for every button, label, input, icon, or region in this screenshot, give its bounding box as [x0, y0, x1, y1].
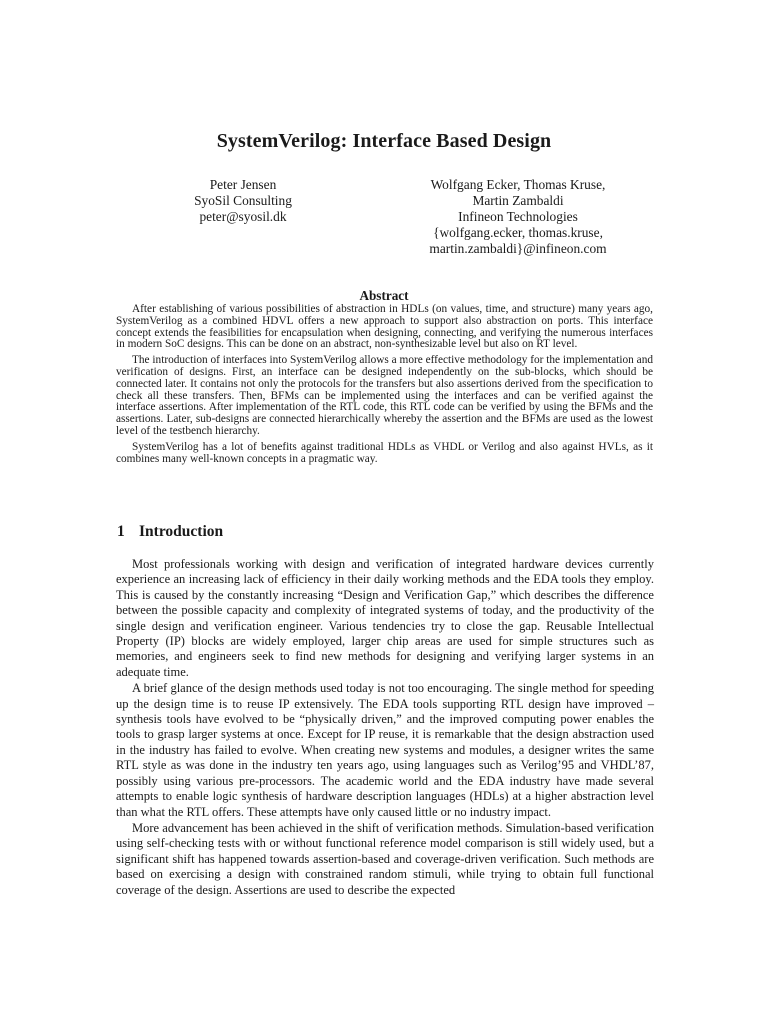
author-name: Peter Jensen	[209, 177, 277, 192]
abstract-text	[116, 304, 653, 469]
author-email: peter@syosil.dk	[199, 209, 287, 224]
abstract-paragraph: SystemVerilog has a lot of benefits against traditional HDLs as VHDL or Verilog and also against HVLs, as it combines many well-known concepts in a pragmatic way.	[116, 440, 653, 465]
body-paragraph: More advancement has been achieved in the shift of verification methods. Simulation-based verification using self-checking tests with or without functional reference model comparison is still widely used, but a significant shift has happened towards assertion-based and coverage-driven verification. Such methods are based on exercising a design with constrained random stimuli, while trying to obtain full functional coverage of the design. Assertions are used to describe the expected	[116, 820, 654, 897]
body-paragraph: Most professionals working with design and verification of integrated hardware devices currently experience an increasing lack of efficiency in their daily working methods and the EDA tools they employ. This is caused by the constantly increasing “Design and Verification Gap,” which describes the difference between the possible capacity and complexity of integrated systems of today, and the productivity of the single design and verification engineer. Various tendencies try to close the gap. Reusable Intellectual Property (IP) blocks are widely employed, larger chip areas are used for simple structures such as memories, and engineers seek to find new methods for designing and verifying larger systems in an adequate time.	[116, 557, 654, 679]
author-email-line1: {wolfgang.ecker, thomas.kruse,	[433, 225, 603, 240]
body-paragraph: A brief glance of the design methods used today is not too encouraging. The single method for speeding up the design time is to reuse IP extensively. The EDA tools supporting RTL design have improved – synthesis tools have evolved to be “physically driven,” and the improved computing power enables the tools to grasp larger systems at once. Except for IP reuse, it is remarkable that the design abstraction used in the industry has failed to evolve. When creating new systems and modules, a designer writes the same RTL style as was done in the industry ten years ago, using languages such as Verilog’95 and VHDL’87, possibly using various pre-processors. The academic world and the EDA industry have made several attempts to enable logic synthesis of hardware description languages (HDLs) at a higher abstraction level than what the RTL offers. These attempts have only caused little or no industry impact.	[116, 681, 654, 819]
paper-title: SystemVerilog: Interface Based Design	[216, 130, 552, 152]
abstract-heading: Abstract	[359, 288, 409, 303]
section-heading-introduction	[117, 523, 223, 541]
author-affiliation: Infineon Technologies	[458, 209, 578, 224]
introduction-body	[116, 557, 654, 899]
author-block-right	[400, 177, 636, 257]
author-affiliation: SyoSil Consulting	[194, 193, 292, 208]
abstract-paragraph: After establishing of various possibilities of abstraction in HDLs (on values, time, and structure) many years ago, SystemVerilog as a combined HDVL offers a new approach to support also abstraction on ports. This interface concept extends the feasibilities for encapsulation when designing, connecting, and verifying the numerous interfaces in modern SoC designs. This can be done on an abstract, non-synthesizable level but also on RT level.	[116, 303, 653, 351]
author-names-line2: Martin Zambaldi	[472, 193, 564, 208]
section-number: 1	[117, 523, 125, 540]
author-email-line2: martin.zambaldi}@infineon.com	[429, 241, 607, 256]
author-names-line1: Wolfgang Ecker, Thomas Kruse,	[430, 177, 606, 192]
author-block-left	[170, 177, 316, 225]
section-title: Introduction	[139, 523, 224, 540]
abstract-paragraph: The introduction of interfaces into SystemVerilog allows a more effective methodology for the implementation and verification of designs. First, an interface can be designed independently on the sub-blocks, which should be connected later. It contains not only the protocols for the transfers but also assertions derived from the specification to check all these transfers. Then, BFMs can be implemented using the interfaces and can be verified against the interface assertions. After implementation of the RTL code, this RTL code can be verified by using the BFMs and the assertions. Later, sub-designs are connected hierarchically whereby the assertion and the BFMs are used as the lowest level of the testbench hierarchy.	[116, 354, 653, 437]
